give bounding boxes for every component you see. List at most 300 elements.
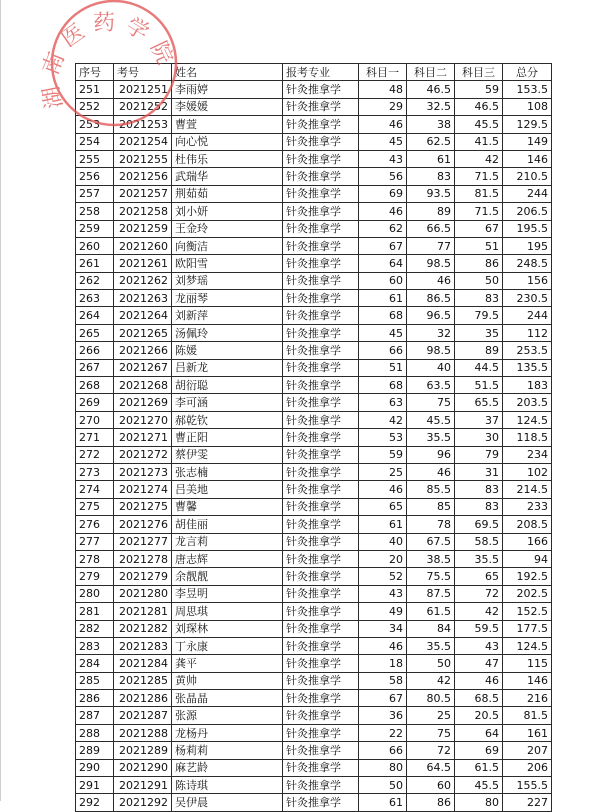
cell-subject2: 42 [407,672,455,689]
cell-exam-no: 2021287 [114,707,172,724]
cell-subject2: 46 [407,463,455,480]
table-row [76,603,552,620]
cell-major: 针灸推拿学 [283,255,359,272]
cell-subject2: 38 [407,116,455,133]
cell-name: 欧阳雪 [172,255,283,272]
cell-name: 吴伊晨 [172,794,283,811]
table-row [76,377,552,394]
cell-exam-no: 2021264 [114,307,172,324]
cell-seq: 264 [76,307,114,324]
table-row [76,150,552,167]
cell-subject3: 83 [455,481,503,498]
cell-seq: 258 [76,203,114,220]
cell-exam-no: 2021252 [114,98,172,115]
cell-exam-no: 2021288 [114,724,172,741]
cell-subject3: 83 [455,290,503,307]
cell-major: 针灸推拿学 [283,324,359,341]
cell-seq: 262 [76,272,114,289]
cell-subject3: 67 [455,220,503,237]
cell-subject3: 35 [455,324,503,341]
table-row [76,133,552,150]
cell-major: 针灸推拿学 [283,220,359,237]
cell-subject2: 61.5 [407,603,455,620]
cell-subject2: 85.5 [407,481,455,498]
cell-total: 207 [503,742,552,759]
cell-subject3: 59.5 [455,620,503,637]
cell-name: 吕美地 [172,481,283,498]
cell-name: 荆茹茹 [172,185,283,202]
cell-major: 针灸推拿学 [283,603,359,620]
cell-total: 233 [503,498,552,515]
cell-total: 124.5 [503,637,552,654]
cell-subject3: 20.5 [455,707,503,724]
table-row [76,707,552,724]
cell-total: 177.5 [503,620,552,637]
cell-seq: 251 [76,81,114,98]
cell-subject3: 71.5 [455,168,503,185]
table-row [76,585,552,602]
cell-subject1: 52 [359,568,407,585]
cell-subject1: 48 [359,81,407,98]
cell-seq: 261 [76,255,114,272]
cell-exam-no: 2021267 [114,359,172,376]
cell-subject3: 83 [455,498,503,515]
cell-major: 针灸推拿学 [283,203,359,220]
cell-subject1: 61 [359,290,407,307]
cell-seq: 275 [76,498,114,515]
table-header-row [76,64,552,81]
cell-exam-no: 2021256 [114,168,172,185]
cell-total: 118.5 [503,429,552,446]
cell-subject3: 65.5 [455,394,503,411]
cell-subject1: 63 [359,394,407,411]
cell-name: 唐志辉 [172,550,283,567]
cell-total: 161 [503,724,552,741]
table-row [76,568,552,585]
cell-name: 李雨婷 [172,81,283,98]
cell-subject2: 46.5 [407,81,455,98]
cell-name: 向心悦 [172,133,283,150]
cell-seq: 280 [76,585,114,602]
cell-subject2: 60 [407,777,455,794]
cell-seq: 254 [76,133,114,150]
cell-subject2: 25 [407,707,455,724]
cell-seq: 277 [76,533,114,550]
cell-subject3: 89 [455,342,503,359]
table-row [76,324,552,341]
cell-subject3: 47 [455,655,503,672]
cell-exam-no: 2021273 [114,463,172,480]
cell-exam-no: 2021285 [114,672,172,689]
cell-exam-no: 2021277 [114,533,172,550]
cell-name: 麻艺龄 [172,759,283,776]
cell-name: 龙言莉 [172,533,283,550]
header-subject1: 科目一 [359,64,407,81]
cell-subject1: 18 [359,655,407,672]
cell-major: 针灸推拿学 [283,742,359,759]
cell-exam-no: 2021289 [114,742,172,759]
cell-subject2: 32 [407,324,455,341]
cell-total: 149 [503,133,552,150]
cell-subject2: 75 [407,724,455,741]
cell-subject3: 58.5 [455,533,503,550]
cell-subject1: 58 [359,672,407,689]
cell-subject1: 45 [359,133,407,150]
cell-exam-no: 2021269 [114,394,172,411]
cell-name: 向衡洁 [172,237,283,254]
cell-name: 杨莉莉 [172,742,283,759]
cell-total: 216 [503,690,552,707]
cell-subject2: 98.5 [407,255,455,272]
cell-name: 陈媛 [172,342,283,359]
cell-name: 张源 [172,707,283,724]
cell-seq: 281 [76,603,114,620]
cell-seq: 265 [76,324,114,341]
cell-seq: 285 [76,672,114,689]
cell-total: 214.5 [503,481,552,498]
cell-seq: 289 [76,742,114,759]
cell-major: 针灸推拿学 [283,568,359,585]
cell-name: 龙丽琴 [172,290,283,307]
cell-name: 王金玲 [172,220,283,237]
cell-major: 针灸推拿学 [283,550,359,567]
cell-name: 曹正阳 [172,429,283,446]
table-row [76,724,552,741]
cell-subject1: 43 [359,585,407,602]
cell-seq: 279 [76,568,114,585]
cell-subject3: 51.5 [455,377,503,394]
cell-major: 针灸推拿学 [283,133,359,150]
cell-subject3: 72 [455,585,503,602]
cell-subject3: 86 [455,255,503,272]
cell-total: 135.5 [503,359,552,376]
cell-subject3: 37 [455,411,503,428]
cell-exam-no: 2021268 [114,377,172,394]
cell-name: 刘新萍 [172,307,283,324]
cell-subject2: 64.5 [407,759,455,776]
cell-major: 针灸推拿学 [283,446,359,463]
cell-exam-no: 2021271 [114,429,172,446]
table-row [76,290,552,307]
cell-subject2: 62.5 [407,133,455,150]
cell-major: 针灸推拿学 [283,655,359,672]
cell-subject2: 86.5 [407,290,455,307]
cell-major: 针灸推拿学 [283,377,359,394]
table-row [76,463,552,480]
table-row [76,98,552,115]
cell-total: 208.5 [503,516,552,533]
cell-subject2: 86 [407,794,455,811]
cell-subject1: 25 [359,463,407,480]
cell-name: 李昱明 [172,585,283,602]
cell-seq: 259 [76,220,114,237]
cell-seq: 267 [76,359,114,376]
cell-subject2: 67.5 [407,533,455,550]
table-row [76,550,552,567]
cell-subject2: 35.5 [407,637,455,654]
cell-major: 针灸推拿学 [283,411,359,428]
cell-seq: 278 [76,550,114,567]
cell-exam-no: 2021259 [114,220,172,237]
cell-subject1: 60 [359,272,407,289]
cell-total: 234 [503,446,552,463]
cell-seq: 270 [76,411,114,428]
cell-seq: 288 [76,724,114,741]
cell-major: 针灸推拿学 [283,690,359,707]
cell-total: 253.5 [503,342,552,359]
cell-major: 针灸推拿学 [283,237,359,254]
cell-subject2: 45.5 [407,411,455,428]
cell-subject1: 46 [359,637,407,654]
cell-exam-no: 2021276 [114,516,172,533]
table-row [76,777,552,794]
stamp-text: 湖南医药学院 [37,10,181,111]
cell-subject1: 67 [359,237,407,254]
cell-total: 146 [503,150,552,167]
cell-total: 183 [503,377,552,394]
cell-total: 94 [503,550,552,567]
cell-seq: 272 [76,446,114,463]
cell-name: 李可涵 [172,394,283,411]
cell-major: 针灸推拿学 [283,168,359,185]
cell-subject3: 46 [455,672,503,689]
cell-total: 124.5 [503,411,552,428]
cell-subject2: 32.5 [407,98,455,115]
cell-subject3: 31 [455,463,503,480]
cell-seq: 282 [76,620,114,637]
cell-seq: 286 [76,690,114,707]
cell-subject3: 71.5 [455,203,503,220]
cell-exam-no: 2021261 [114,255,172,272]
header-subject3: 科目三 [455,64,503,81]
cell-subject2: 96.5 [407,307,455,324]
cell-subject2: 72 [407,742,455,759]
cell-name: 胡佳丽 [172,516,283,533]
cell-exam-no: 2021292 [114,794,172,811]
cell-name: 丁永康 [172,637,283,654]
cell-total: 146 [503,672,552,689]
table-row [76,655,552,672]
cell-name: 郝乾钦 [172,411,283,428]
cell-exam-no: 2021253 [114,116,172,133]
cell-exam-no: 2021270 [114,411,172,428]
cell-subject2: 85 [407,498,455,515]
cell-subject3: 64 [455,724,503,741]
cell-seq: 284 [76,655,114,672]
cell-total: 227 [503,794,552,811]
cell-total: 248.5 [503,255,552,272]
table-row [76,429,552,446]
cell-subject1: 62 [359,220,407,237]
cell-total: 230.5 [503,290,552,307]
cell-seq: 256 [76,168,114,185]
cell-subject3: 43 [455,637,503,654]
cell-subject3: 80 [455,794,503,811]
cell-subject1: 53 [359,429,407,446]
cell-major: 针灸推拿学 [283,707,359,724]
table-row [76,620,552,637]
cell-major: 针灸推拿学 [283,359,359,376]
cell-subject1: 68 [359,377,407,394]
cell-major: 针灸推拿学 [283,516,359,533]
cell-name: 刘琛林 [172,620,283,637]
cell-subject3: 45.5 [455,116,503,133]
cell-subject3: 30 [455,429,503,446]
cell-total: 152.5 [503,603,552,620]
cell-subject2: 75 [407,394,455,411]
cell-seq: 263 [76,290,114,307]
cell-subject3: 79.5 [455,307,503,324]
table-row [76,272,552,289]
cell-subject3: 69.5 [455,516,503,533]
cell-exam-no: 2021291 [114,777,172,794]
cell-major: 针灸推拿学 [283,394,359,411]
cell-name: 杜伟乐 [172,150,283,167]
cell-subject2: 35.5 [407,429,455,446]
table-row [76,672,552,689]
cell-major: 针灸推拿学 [283,620,359,637]
table-row [76,446,552,463]
cell-exam-no: 2021254 [114,133,172,150]
table-row [76,533,552,550]
cell-subject1: 46 [359,203,407,220]
cell-total: 156 [503,272,552,289]
cell-seq: 291 [76,777,114,794]
cell-subject2: 83 [407,168,455,185]
table-row [76,81,552,98]
cell-major: 针灸推拿学 [283,185,359,202]
cell-major: 针灸推拿学 [283,98,359,115]
table-row [76,220,552,237]
table-row [76,794,552,811]
cell-exam-no: 2021286 [114,690,172,707]
cell-name: 曹萱 [172,116,283,133]
cell-name: 黄帅 [172,672,283,689]
cell-exam-no: 2021266 [114,342,172,359]
cell-subject3: 44.5 [455,359,503,376]
cell-seq: 292 [76,794,114,811]
score-table [75,63,552,812]
cell-seq: 269 [76,394,114,411]
cell-subject3: 59 [455,81,503,98]
table-row [76,307,552,324]
table-row [76,359,552,376]
cell-exam-no: 2021258 [114,203,172,220]
header-name: 姓名 [172,64,283,81]
table-row [76,342,552,359]
cell-major: 针灸推拿学 [283,724,359,741]
cell-subject1: 50 [359,777,407,794]
cell-major: 针灸推拿学 [283,290,359,307]
cell-exam-no: 2021262 [114,272,172,289]
cell-subject3: 68.5 [455,690,503,707]
cell-name: 曹馨 [172,498,283,515]
cell-total: 244 [503,307,552,324]
table-row [76,255,552,272]
cell-name: 胡衍聪 [172,377,283,394]
cell-subject2: 63.5 [407,377,455,394]
cell-total: 203.5 [503,394,552,411]
cell-subject3: 42 [455,150,503,167]
cell-seq: 268 [76,377,114,394]
cell-subject1: 42 [359,411,407,428]
cell-exam-no: 2021255 [114,150,172,167]
cell-seq: 287 [76,707,114,724]
cell-total: 166 [503,533,552,550]
cell-subject1: 61 [359,794,407,811]
cell-total: 202.5 [503,585,552,602]
cell-total: 195.5 [503,220,552,237]
cell-subject2: 80.5 [407,690,455,707]
cell-major: 针灸推拿学 [283,585,359,602]
table-row [76,516,552,533]
cell-subject1: 56 [359,168,407,185]
cell-subject2: 89 [407,203,455,220]
table-row [76,498,552,515]
cell-subject2: 84 [407,620,455,637]
table-body [76,81,552,811]
cell-major: 针灸推拿学 [283,498,359,515]
cell-major: 针灸推拿学 [283,533,359,550]
cell-major: 针灸推拿学 [283,81,359,98]
cell-major: 针灸推拿学 [283,777,359,794]
table-row [76,759,552,776]
cell-total: 206.5 [503,203,552,220]
cell-name: 刘小妍 [172,203,283,220]
cell-total: 81.5 [503,707,552,724]
cell-subject2: 98.5 [407,342,455,359]
cell-subject3: 42 [455,603,503,620]
cell-subject1: 34 [359,620,407,637]
cell-major: 针灸推拿学 [283,672,359,689]
cell-subject1: 51 [359,359,407,376]
cell-subject1: 49 [359,603,407,620]
cell-major: 针灸推拿学 [283,116,359,133]
cell-name: 武瑞华 [172,168,283,185]
cell-subject1: 40 [359,533,407,550]
cell-seq: 252 [76,98,114,115]
cell-exam-no: 2021281 [114,603,172,620]
cell-exam-no: 2021278 [114,550,172,567]
cell-total: 210.5 [503,168,552,185]
cell-seq: 260 [76,237,114,254]
cell-exam-no: 2021290 [114,759,172,776]
cell-seq: 271 [76,429,114,446]
cell-subject1: 45 [359,324,407,341]
table-row [76,116,552,133]
cell-name: 张志楠 [172,463,283,480]
cell-subject3: 35.5 [455,550,503,567]
cell-subject2: 61 [407,150,455,167]
cell-seq: 274 [76,481,114,498]
cell-subject1: 65 [359,498,407,515]
cell-major: 针灸推拿学 [283,463,359,480]
cell-exam-no: 2021280 [114,585,172,602]
cell-subject2: 46 [407,272,455,289]
cell-name: 汤佩玲 [172,324,283,341]
cell-subject1: 46 [359,116,407,133]
table-row [76,481,552,498]
cell-seq: 273 [76,463,114,480]
cell-total: 129.5 [503,116,552,133]
cell-exam-no: 2021275 [114,498,172,515]
cell-exam-no: 2021283 [114,637,172,654]
cell-total: 102 [503,463,552,480]
cell-name: 李媛媛 [172,98,283,115]
cell-subject1: 46 [359,481,407,498]
cell-subject1: 20 [359,550,407,567]
cell-subject1: 69 [359,185,407,202]
